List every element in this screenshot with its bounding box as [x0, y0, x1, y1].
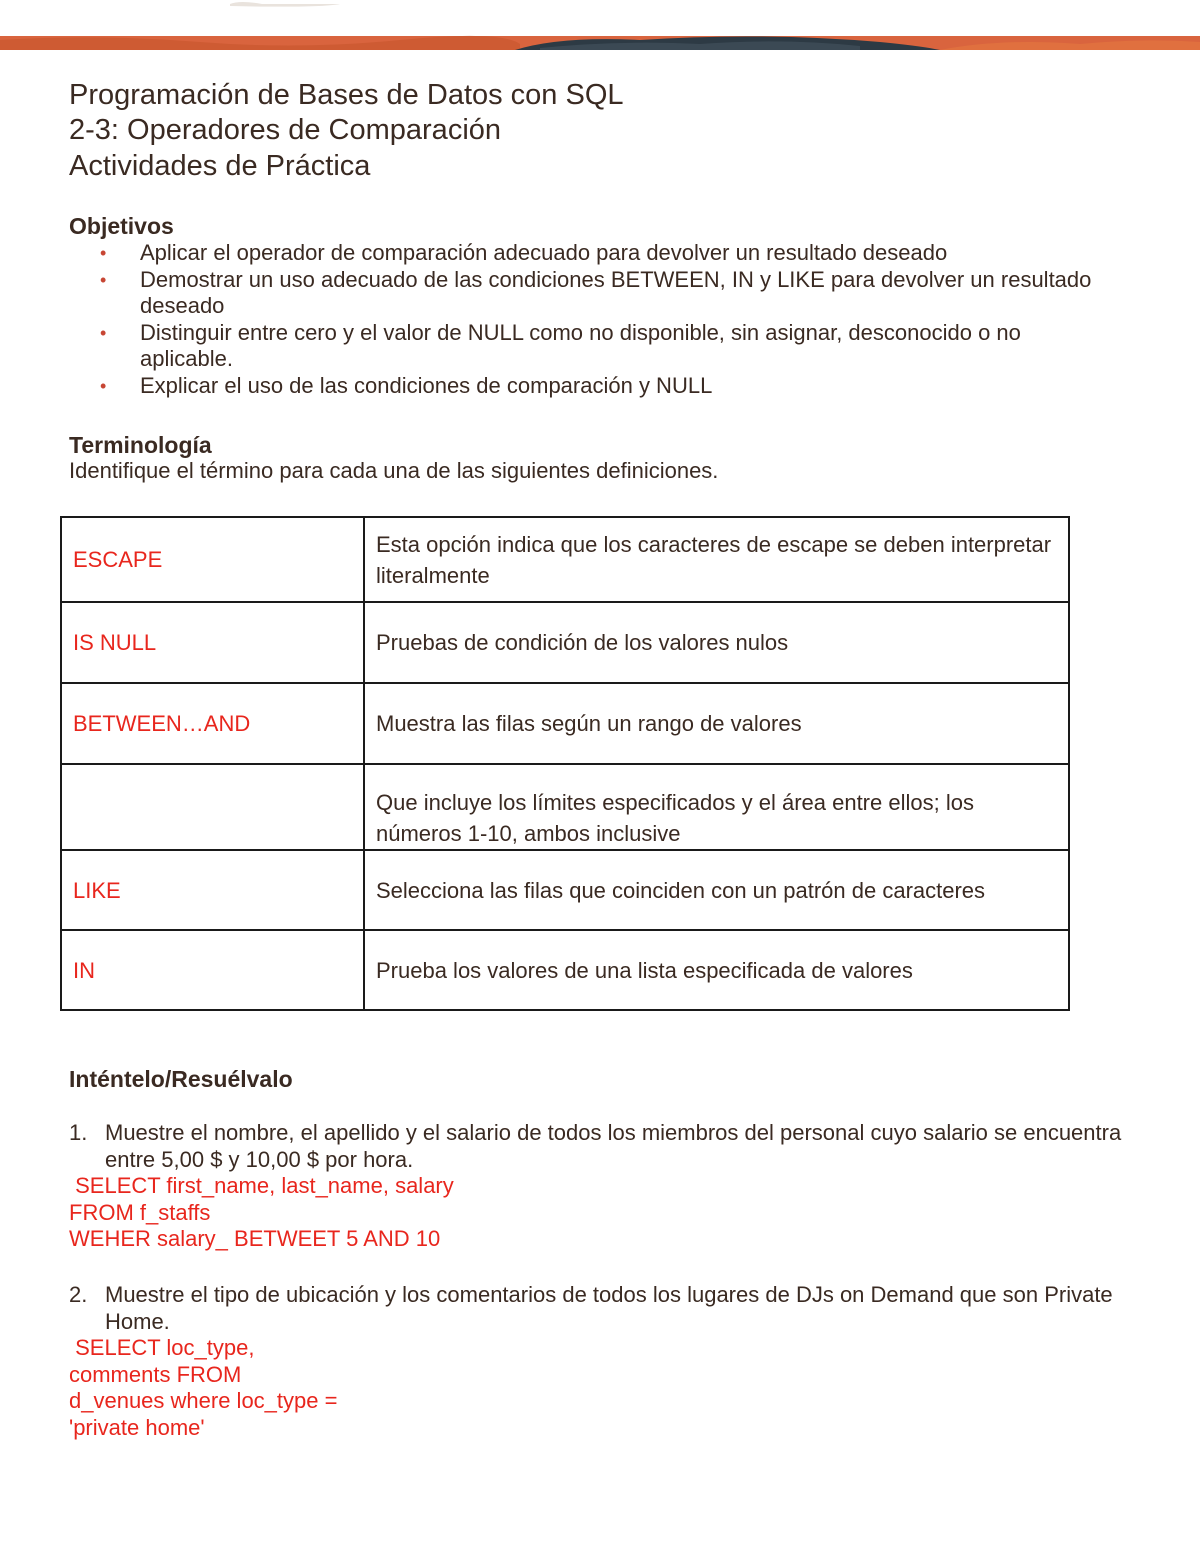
top-banner — [0, 0, 1200, 50]
answer-line: d_venues where loc_type = — [69, 1388, 338, 1413]
list-item: • Distinguir entre cero y el valor de NULL como no disponible, sin asignar, desconocido o no aplicable. — [100, 319, 1021, 371]
bullet-icon: • — [100, 269, 107, 290]
list-item: • Demostrar un uso adecuado de las condiciones BETWEEN, IN y LIKE para devolver un resultado deseado — [100, 266, 1092, 318]
list-item: • Aplicar el operador de comparación adecuado para devolver un resultado deseado — [100, 240, 948, 265]
objectives-heading: Objetivos — [69, 213, 174, 239]
term-cell: LIKE — [61, 850, 364, 930]
terminology-heading: Terminología — [69, 432, 212, 458]
answer-line: 'private home' — [69, 1414, 205, 1440]
definition-cell: Prueba los valores de una lista especificada de valores — [364, 930, 1069, 1010]
objectives-list — [100, 240, 1100, 399]
question-text: 1. Muestre el nombre, el apellido y el salario de todos los miembros del personal cuyo salario se encuentra entre 5,00 $ y 10,00 $ por hora. — [69, 1120, 1122, 1172]
term-cell — [61, 764, 364, 850]
answer-line: WEHER salary_ BETWEET 5 AND 10 — [69, 1226, 441, 1251]
practice-heading: Inténtelo/Resuélvalo — [69, 1066, 293, 1092]
table-row — [61, 602, 1069, 683]
answer-line: comments FROM — [69, 1361, 242, 1387]
table-row — [61, 517, 1069, 602]
answer-line: FROM f_staffs — [69, 1199, 211, 1225]
question-text: 2. Muestre el tipo de ubicación y los comentarios de todos los lugares de DJs on Demand que son Private Home. — [69, 1282, 1113, 1334]
definition-cell: Que incluye los límites especificados y el área entre ellos; los números 1-10, ambos inclusive — [364, 764, 1069, 850]
definition-cell: Muestra las filas según un rango de valores — [364, 683, 1069, 764]
answer-line: SELECT loc_type, — [69, 1335, 255, 1360]
table-row — [61, 683, 1069, 764]
definition-cell: Pruebas de condición de los valores nulos — [364, 602, 1069, 683]
table-row — [61, 764, 1069, 850]
bullet-icon: • — [100, 243, 107, 263]
terminology-intro: Identifique el término para cada una de las siguientes definiciones. — [69, 458, 719, 483]
term-cell: IS NULL — [61, 602, 364, 683]
definition-cell: Selecciona las filas que coinciden con un patrón de caracteres — [364, 850, 1069, 930]
definition-cell: Esta opción indica que los caracteres de escape se deben interpretar literalmente — [364, 517, 1069, 602]
bullet-icon: • — [100, 375, 107, 396]
exercise-1 — [69, 1120, 1129, 1253]
term-cell: BETWEEN…AND — [61, 683, 364, 764]
table-row — [61, 850, 1069, 930]
question-number: 2. — [69, 1282, 88, 1307]
answer-line: SELECT first_name, last_name, salary — [69, 1173, 454, 1198]
exercise-2 — [69, 1282, 1129, 1441]
activity-subtitle: Actividades de Práctica — [69, 150, 371, 182]
question-number: 1. — [69, 1120, 88, 1145]
document-title: Programación de Bases de Datos con SQL — [69, 79, 624, 111]
terminology-table — [60, 516, 1070, 1011]
term-cell: IN — [61, 930, 364, 1010]
table-row — [61, 930, 1069, 1010]
bullet-icon: • — [100, 322, 107, 343]
term-cell: ESCAPE — [61, 517, 364, 602]
lesson-subtitle: 2-3: Operadores de Comparación — [69, 114, 502, 146]
list-item: • Explicar el uso de las condiciones de comparación y NULL — [100, 372, 713, 398]
